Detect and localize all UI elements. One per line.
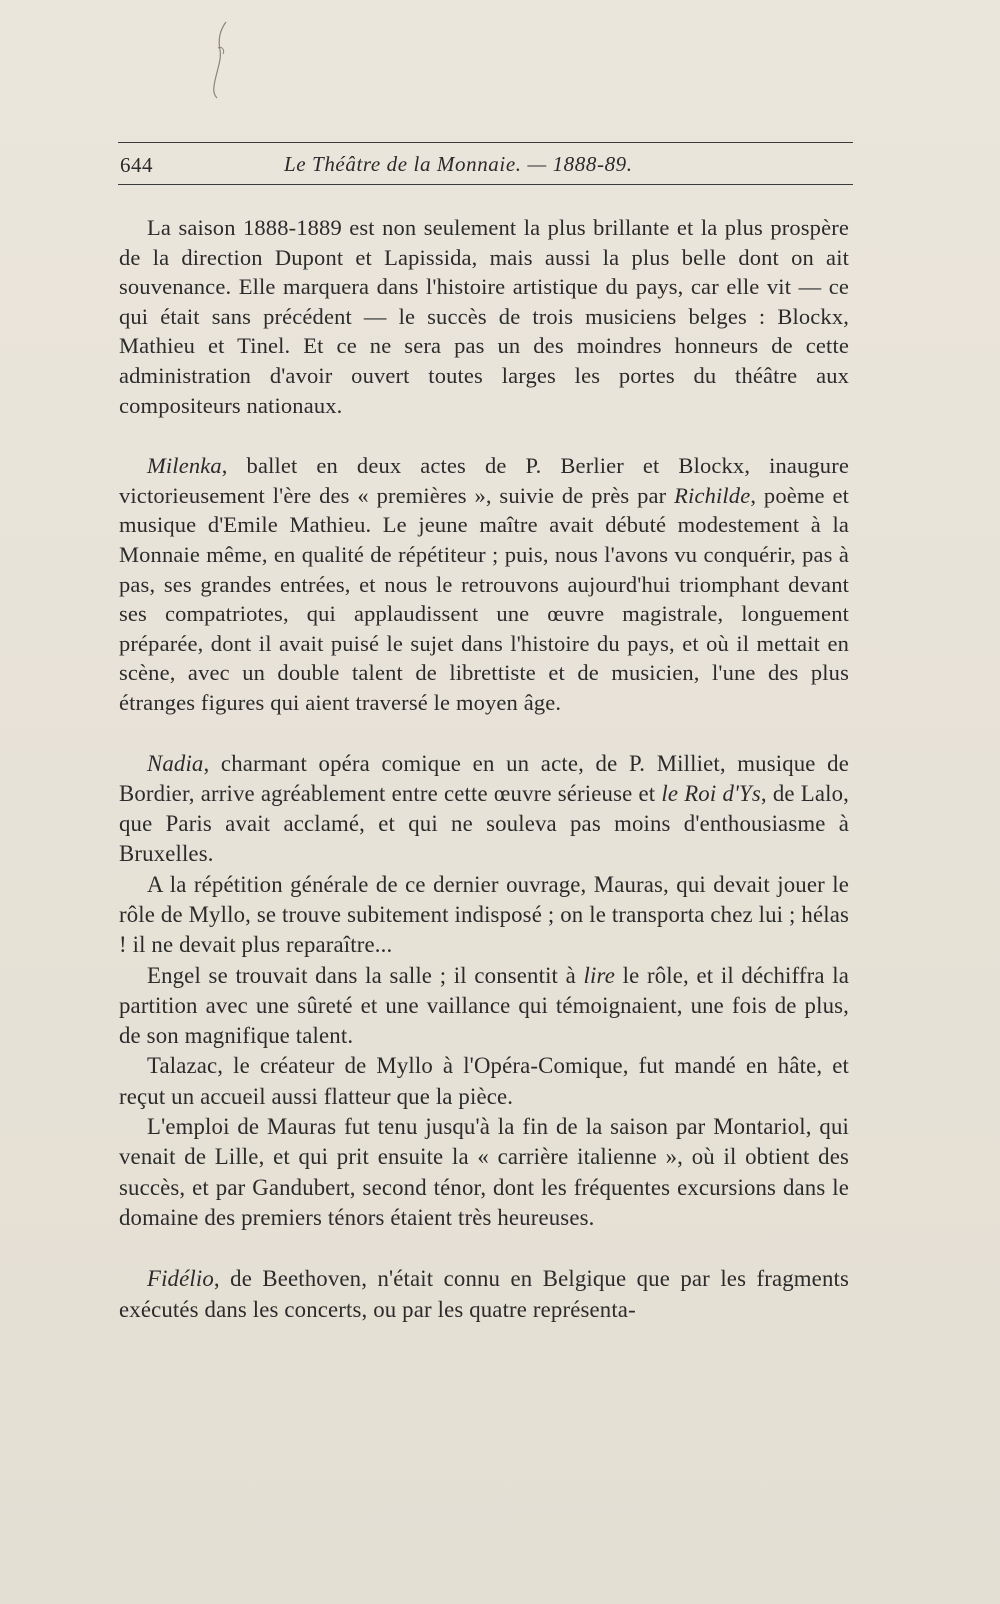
page-header [118,138,853,188]
title-le-roi-d-ys: le Roi d'Ys [661,780,761,806]
paragraph-nadia: Nadia, charmant opéra comique en un acte, de P. Milliet, musique de Bordier, arrive agréablement entre cette œuvre sérieuse et le Roi d'Ys, de Lalo, que Paris avait acclamé, et qui ne souleva pas moins d'enthousiasme à Bruxelles. [119,750,849,867]
paragraph-repetition: A la répétition générale de ce dernier ouvrage, Mauras, qui devait jouer le rôle de Myllo, se trouve subitement indisposé ; on le transporta chez lui ; hélas ! il ne devait plus reparaître... [119,871,849,958]
title-richilde: Richilde [674,482,751,508]
page-number: 644 [120,153,153,177]
title-fidelio: Fidélio [147,1266,214,1292]
title-milenka: Milenka [147,453,222,479]
running-title: Le Théâtre de la Monnaie. — 1888-89. [284,152,633,176]
paragraph-engel: Engel se trouvait dans la salle ; il consentit à lire le rôle, et il déchiffra la partition avec une sûreté et une vaillance qui témoignaient, une fois de plus, de son magnifique talent. [119,962,849,1049]
paragraph-fidelio: Fidélio, de Beethoven, n'était connu en Belgique que par les fragments exécutés dans les concerts, ou par les quatre représenta- [119,1266,849,1322]
title-nadia: Nadia [147,750,204,776]
paragraph-mauras: L'emploi de Mauras fut tenu jusqu'à la fin de la saison par Montariol, qui venait de Lille, et qui prit ensuite la « carrière italienne », où il obtient des succès, et par Gandubert, second ténor, dont les fréquentes excursions dans le domaine des premiers ténors étaient très heureuses. [119,1114,849,1230]
header-rule-bottom [118,184,853,185]
body-text [119,213,849,1325]
paragraph-milenka: Milenka, ballet en deux actes de P. Berlier et Blockx, inaugure victorieusement l'ère des « premières », suivie de près par Richilde, poème et musique d'Emile Mathieu. Le jeune maître avait débuté modestement à la Monnaie même, en qualité de répétiteur ; puis, nous l'avons vu conquérir, pas à pas, ses grandes entrées, et nous le retrouvons aujourd'hui triomphant devant ses compatriotes, qui applaudissent une œuvre magistrale, longuement préparée, dont il avait puisé le sujet dans l'histoire du pays, et où il mettait en scène, avec un double talent de librettiste et de musicien, l'une des plus étranges figures qui aient traversé le moyen âge. [119,453,849,715]
word-lire: lire [583,962,615,988]
header-rule-top [118,142,853,143]
paragraph-saison: La saison 1888-1889 est non seulement la plus brillante et la plus prospère de la direction Dupont et Lapissida, mais aussi la plus belle dont on ait souvenance. Elle marquera dans l'histoire artistique du pays, car elle vit — ce qui était sans précédent — le succès de trois musiciens belges : Blockx, Mathieu et Tinel. Et ce ne sera pas un des moindres honneurs de cette administration d'avoir ouvert toutes larges les portes du théâtre aux compositeurs nationaux. [119,215,849,418]
paragraph-talazac: Talazac, le créateur de Myllo à l'Opéra-Comique, fut mandé en hâte, et reçut un accueil aussi flatteur que la pièce. [119,1053,849,1109]
pencil-mark [208,20,230,100]
